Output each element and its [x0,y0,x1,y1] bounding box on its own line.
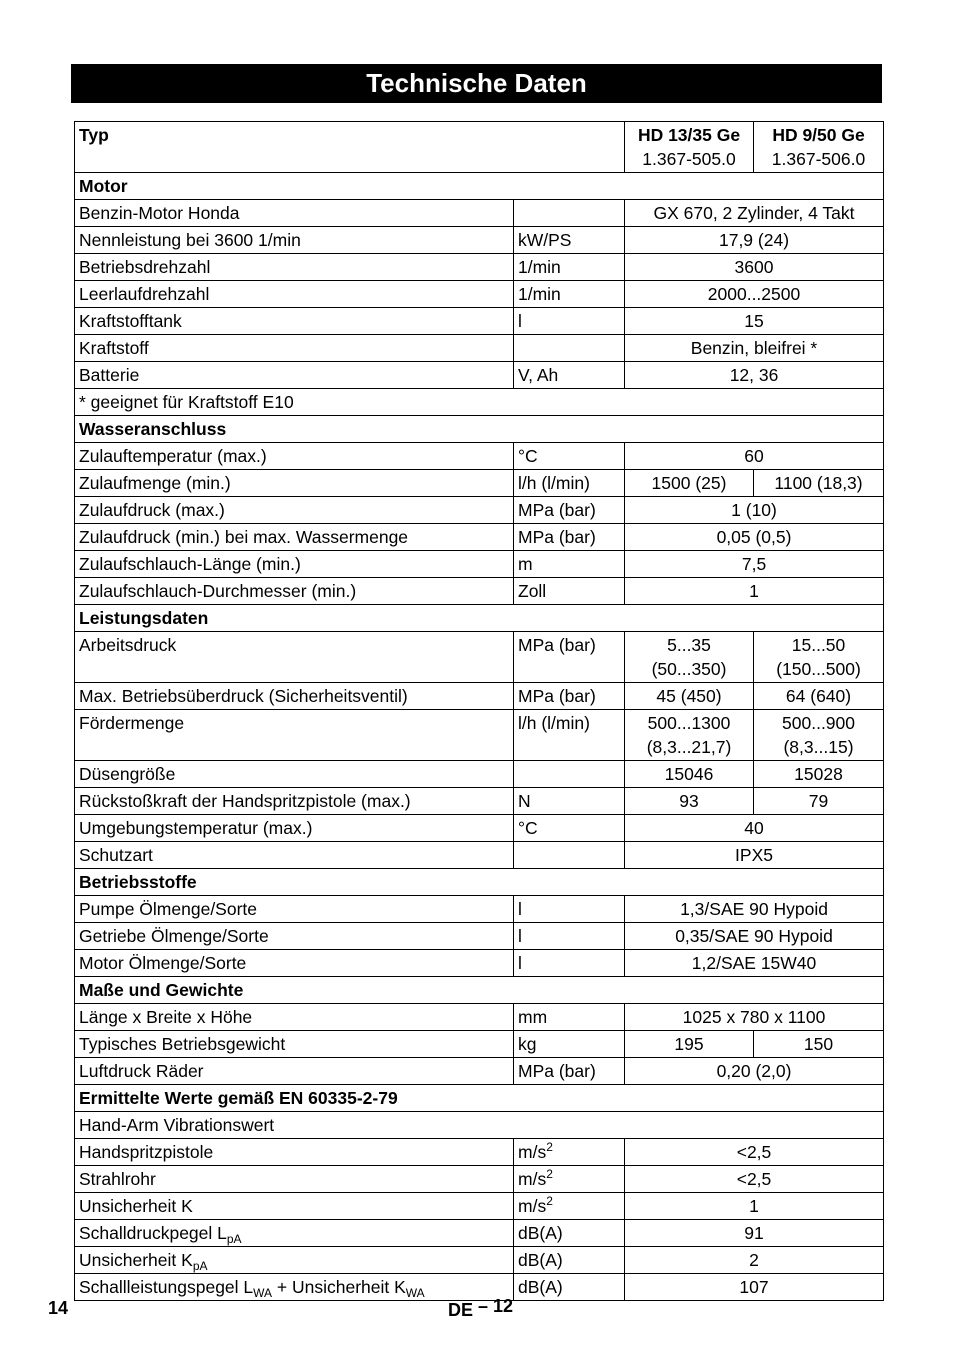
typ-label: Typ [75,122,625,173]
page-title: Technische Daten [71,64,882,103]
page-footer-language: DE – 12 [448,1296,514,1320]
section-heading-motor: Motor [75,173,884,200]
table-row: Schallleistungspegel $L_{WA}$ + Unsicherheit $K_{WA}$ dB(A) 107 [75,1274,884,1301]
model-hd-9-50: HD 9/50 Ge 1.367-506.0 [754,122,884,173]
footnote-row: * geeignet für Kraftstoff E10 [75,389,884,416]
table-row: Zulaufdruck (min.) bei max. Wassermenge MPa (bar) 0,05 (0,5) [75,524,884,551]
section-heading-wasseranschluss: Wasseranschluss [75,416,884,443]
table-row: Kraftstofftank l 15 [75,308,884,335]
table-row: Pumpe Ölmenge/Sorte l 1,3/SAE 90 Hypoid [75,896,884,923]
table-row: Luftdruck Räder MPa (bar) 0,20 (2,0) [75,1058,884,1085]
section-heading-ermittelte-werte: Ermittelte Werte gemäß EN 60335-2-79 [75,1085,884,1112]
table-row: Zulauftemperatur (max.) °C 60 [75,443,884,470]
table-row: Zulaufschlauch-Länge (min.) m 7,5 [75,551,884,578]
table-row: Unsicherheit K $m/s^2$ 1 [75,1193,884,1220]
section-heading-leistungsdaten: Leistungsdaten [75,605,884,632]
table-row: Motor Ölmenge/Sorte l 1,2/SAE 15W40 [75,950,884,977]
table-row: Typisches Betriebsgewicht kg 195 150 [75,1031,884,1058]
table-row: Zulaufdruck (max.) MPa (bar) 1 (10) [75,497,884,524]
technical-data-table [74,121,884,1301]
table-row: Arbeitsdruck MPa (bar) 5...35 (50...350) 15...50 (150...500) [75,632,884,683]
table-row: Benzin-Motor Honda GX 670, 2 Zylinder, 4 Takt [75,200,884,227]
table-row: Schalldruckpegel $L_{pA}$ dB(A) 91 [75,1220,884,1247]
table-row: Rückstoßkraft der Handspritzpistole (max.) N 93 79 [75,788,884,815]
table-row: Zulaufmenge (min.) l/h (l/min) 1500 (25) 1100 (18,3) [75,470,884,497]
page-number-left: 14 [48,1298,69,1318]
table-header-row [75,122,884,173]
table-row: Strahlrohr $m/s^2$ <2,5 [75,1166,884,1193]
table-row: Batterie V, Ah 12, 36 [75,362,884,389]
table-row: Handspritzpistole $m/s^2$ <2,5 [75,1139,884,1166]
section-heading-masse: Maße und Gewichte [75,977,884,1004]
table-row: Düsengröße 15046 15028 [75,761,884,788]
table-row: Leerlaufdrehzahl 1/min 2000...2500 [75,281,884,308]
section-heading-betriebsstoffe: Betriebsstoffe [75,869,884,896]
subheading-vibration: Hand-Arm Vibrationswert [75,1112,884,1139]
table-row: Betriebsdrehzahl 1/min 3600 [75,254,884,281]
table-row: Fördermenge l/h (l/min) 500...1300 (8,3...21,7) 500...900 (8,3...15) [75,710,884,761]
table-row: Umgebungstemperatur (max.) °C 40 [75,815,884,842]
table-row: Kraftstoff Benzin, bleifrei * [75,335,884,362]
table-row: Unsicherheit $K_{pA}$ dB(A) 2 [75,1247,884,1274]
model-hd-13-35: HD 13/35 Ge 1.367-505.0 [625,122,754,173]
table-row: Max. Betriebsüberdruck (Sicherheitsventil) MPa (bar) 45 (450) 64 (640) [75,683,884,710]
table-row: Getriebe Ölmenge/Sorte l 0,35/SAE 90 Hypoid [75,923,884,950]
table-row: Schutzart IPX5 [75,842,884,869]
table-row: Länge x Breite x Höhe mm 1025 x 780 x 1100 [75,1004,884,1031]
table-row: Zulaufschlauch-Durchmesser (min.) Zoll 1 [75,578,884,605]
table-row: Nennleistung bei 3600 1/min kW/PS 17,9 (24) [75,227,884,254]
